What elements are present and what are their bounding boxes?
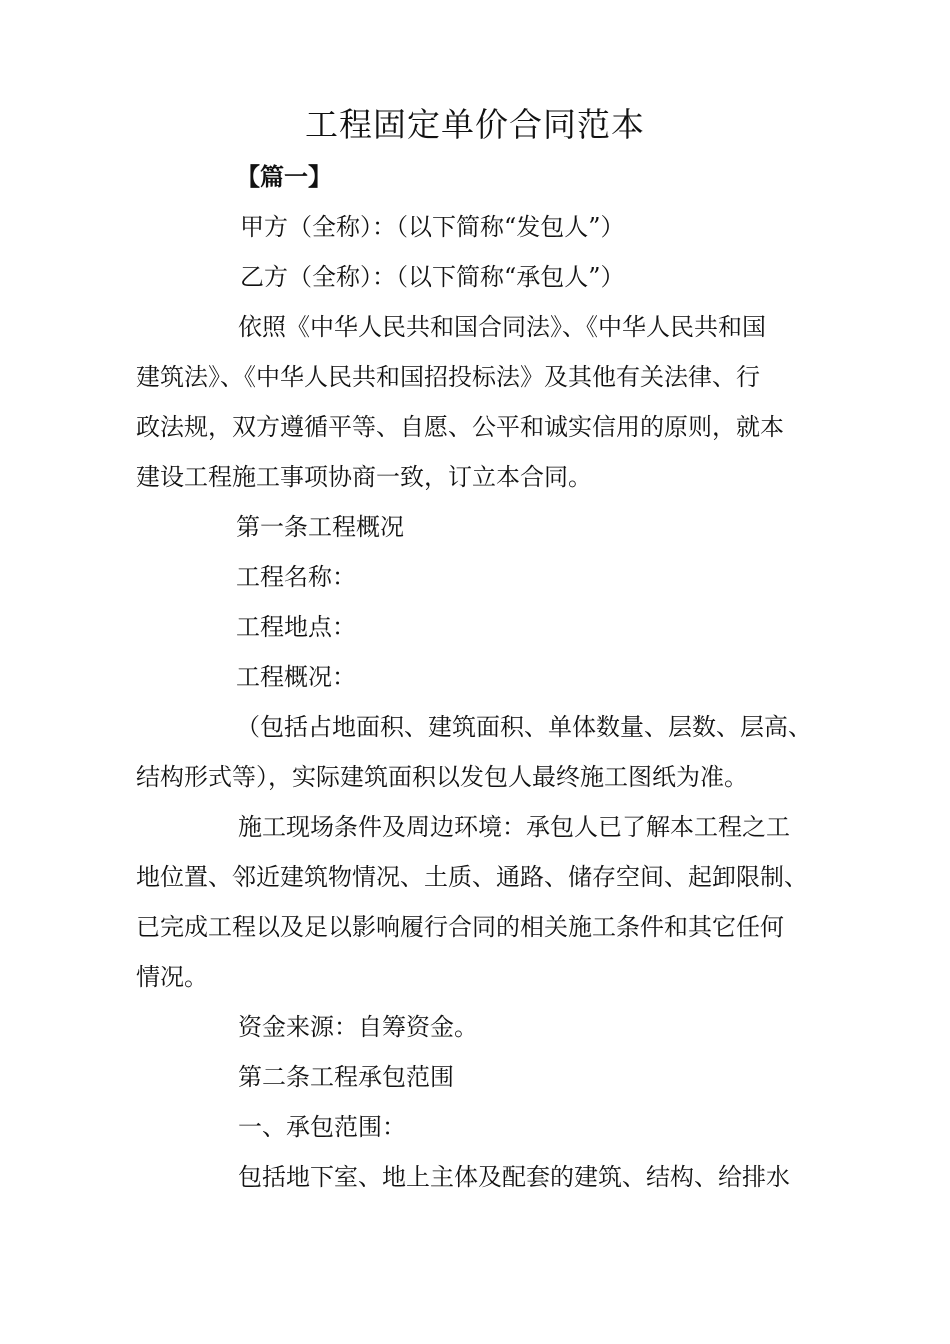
- site-conditions-line-1: 施工现场条件及周边环境：承包人已了解本工程之工: [238, 813, 790, 841]
- document-title: 工程固定单价合同范本: [305, 105, 645, 144]
- party-b-line: 乙方（全称）：（以下简称“承包人”）: [240, 263, 625, 291]
- preamble-line-3: 政法规，双方遵循平等、自愿、公平和诚实信用的原则，就本: [136, 413, 784, 441]
- site-conditions-line-2: 地位置、邻近建筑物情况、土质、通路、储存空间、起卸限制、: [136, 863, 808, 891]
- section-tag: 【篇一】: [236, 162, 332, 191]
- overview-detail-line-2: 结构形式等），实际建筑面积以发包人最终施工图纸为准。: [136, 763, 748, 791]
- scope-detail-line: 包括地下室、地上主体及配套的建筑、结构、给排水: [238, 1163, 790, 1191]
- project-location-line: 工程地点：: [236, 613, 356, 641]
- project-overview-line: 工程概况：: [236, 663, 356, 691]
- article-1-heading: 第一条工程概况: [236, 513, 404, 541]
- site-conditions-line-3: 已完成工程以及足以影响履行合同的相关施工条件和其它任何: [136, 913, 784, 941]
- article-2-heading: 第二条工程承包范围: [238, 1063, 454, 1091]
- overview-detail-line-1: （包括占地面积、建筑面积、单体数量、层数、层高、: [236, 713, 812, 741]
- project-name-line: 工程名称：: [236, 563, 356, 591]
- scope-heading: 一、承包范围：: [238, 1113, 406, 1141]
- preamble-line-4: 建设工程施工事项协商一致，订立本合同。: [136, 463, 592, 491]
- funding-source-line: 资金来源：自筹资金。: [238, 1013, 478, 1041]
- site-conditions-line-4: 情况。: [136, 963, 208, 991]
- preamble-line-2: 建筑法》、《中华人民共和国招投标法》及其他有关法律、行: [136, 363, 760, 391]
- preamble-line-1: 依照《中华人民共和国合同法》、《中华人民共和国: [238, 313, 766, 341]
- party-a-line: 甲方（全称）：（以下简称“发包人”）: [240, 213, 625, 241]
